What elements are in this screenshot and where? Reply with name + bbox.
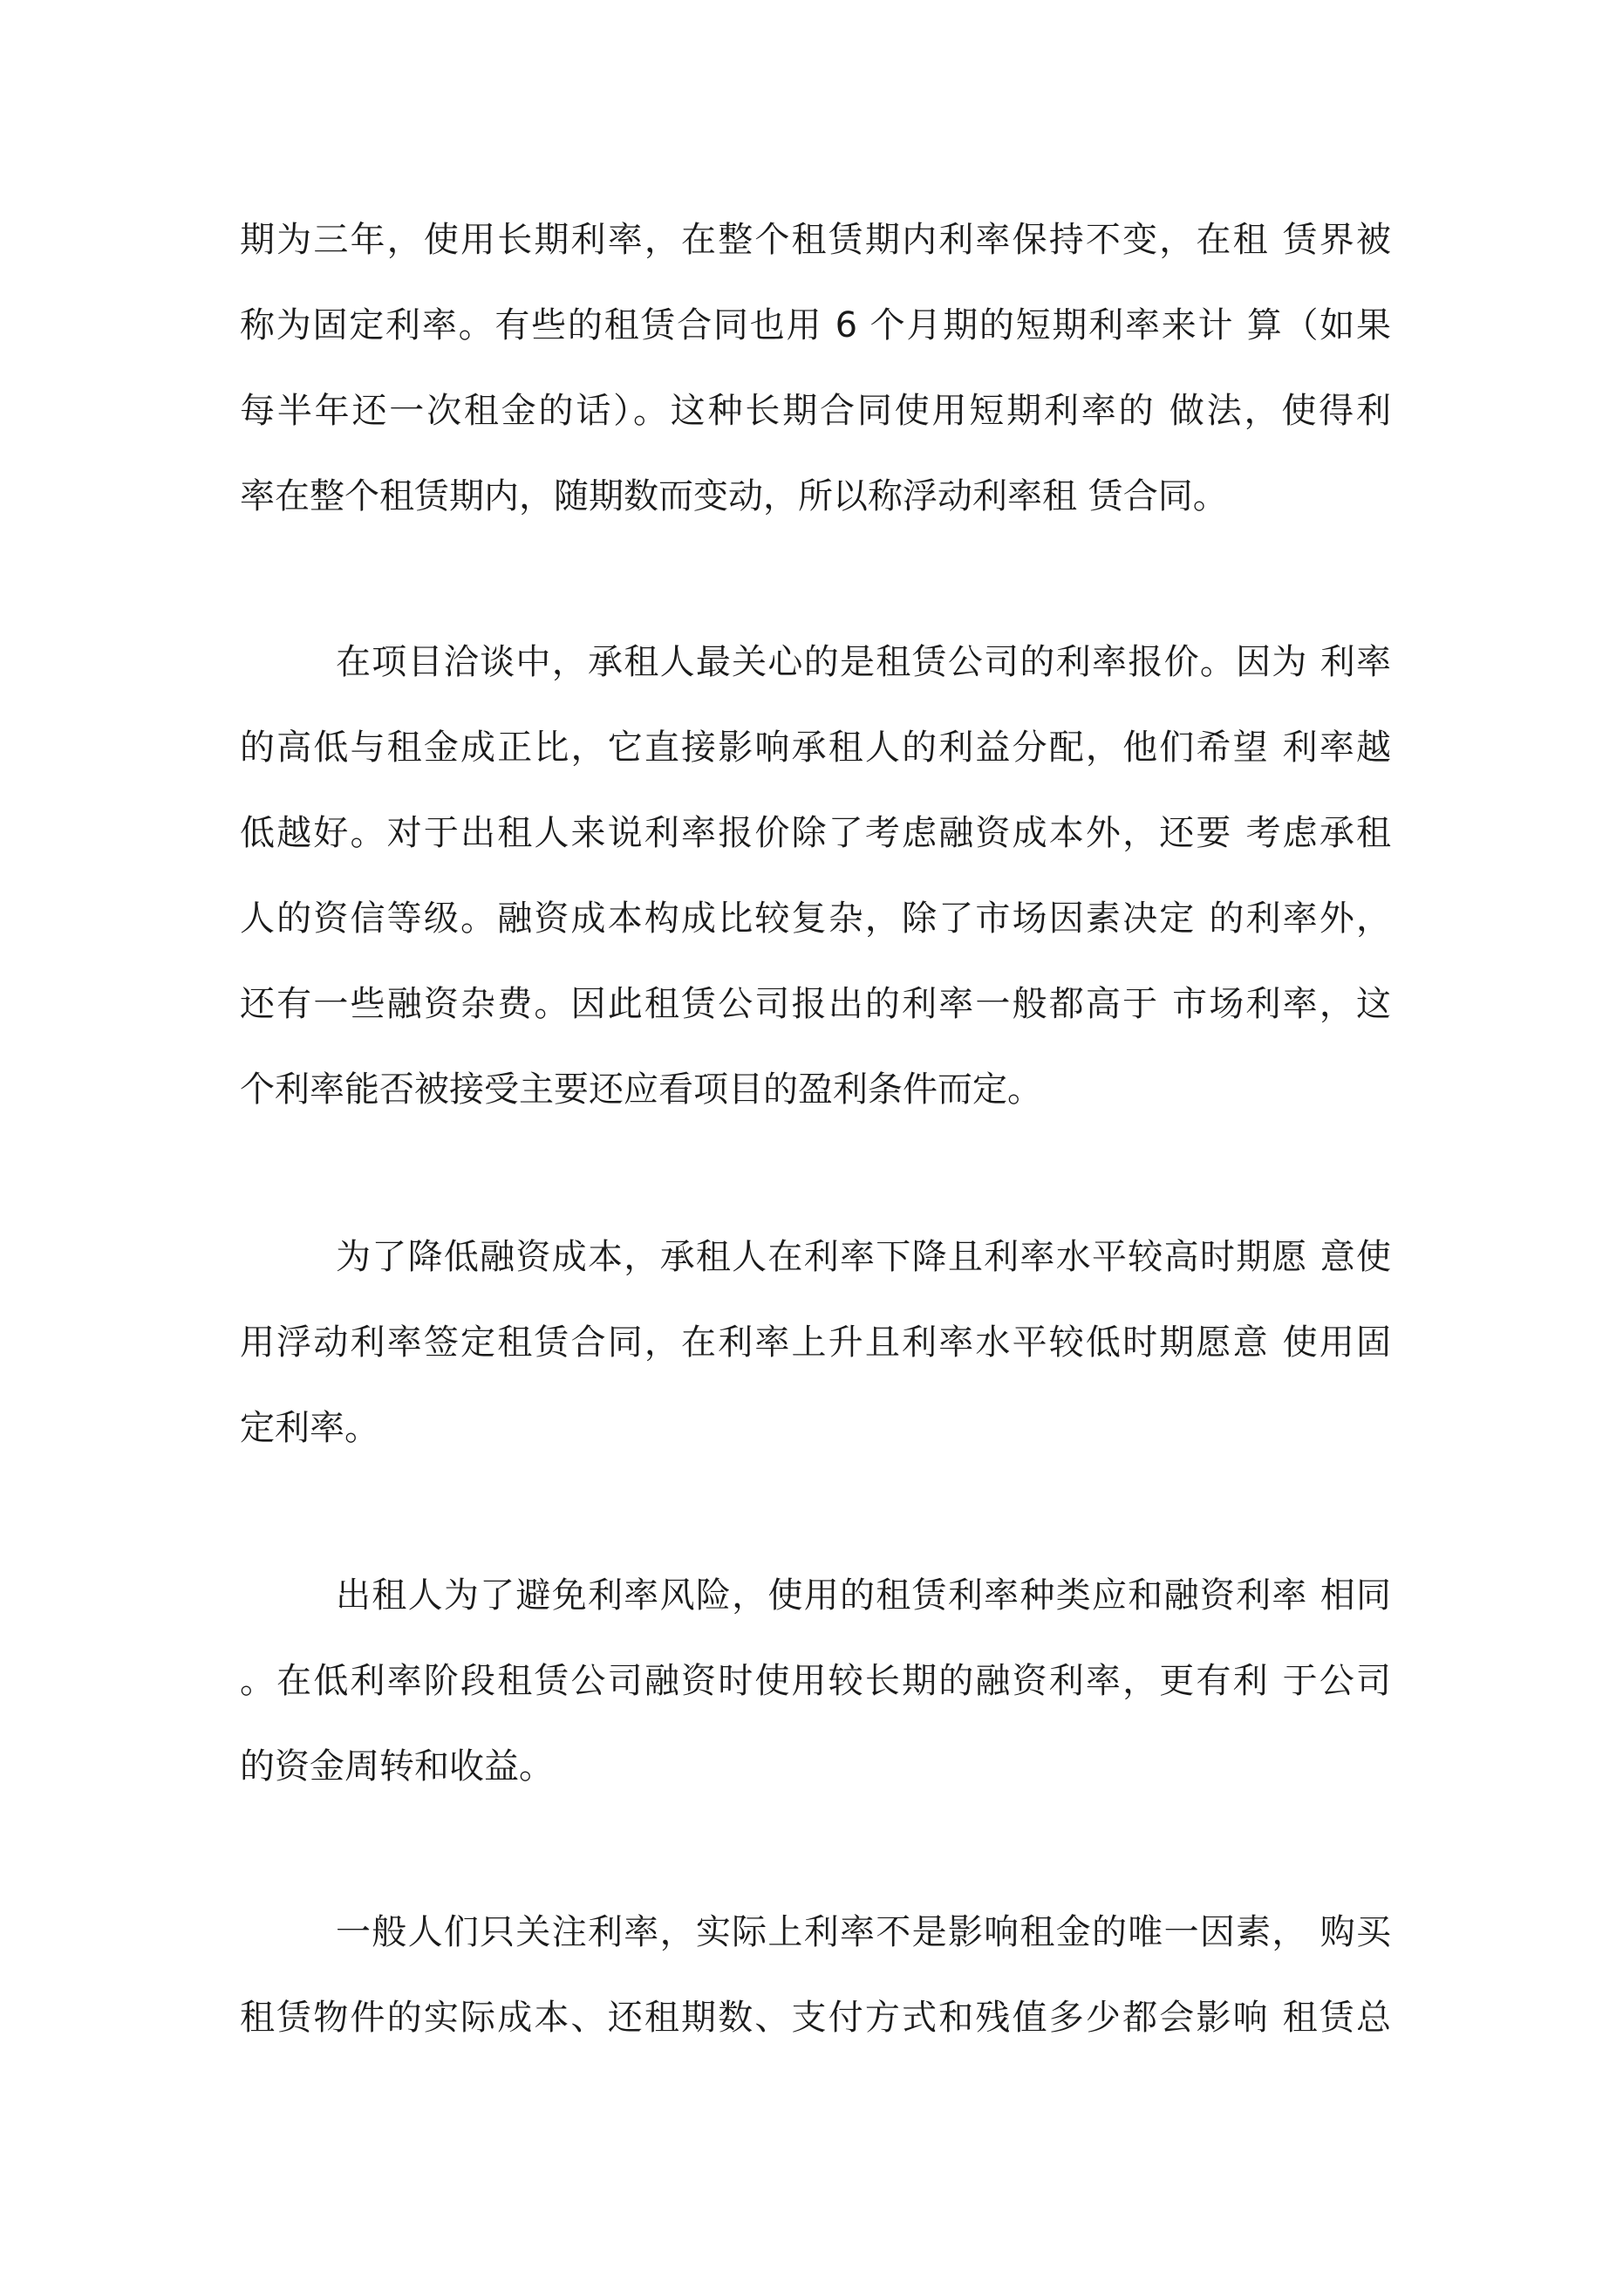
- paragraph-4-line-2: 。在低利率阶段租赁公司融资时使用较长期的融资利率，更有利 于公司: [240, 1661, 1391, 1701]
- paragraph-1-line-2: 称为固定利率。有些的租赁合同也用 6 个月期的短期利率来计 算（如果: [240, 305, 1391, 345]
- paragraph-1-line-1: 期为三年，使用长期利率，在整个租赁期内利率保持不变，在租 赁界被: [240, 220, 1391, 260]
- paragraph-2-line-3: 低越好。对于出租人来说利率报价除了考虑融资成本外，还要 考虑承租: [240, 813, 1391, 853]
- paragraph-3-line-2: 用浮动利率签定租赁合同，在利率上升且利率水平较低时期愿意 使用固: [240, 1322, 1391, 1363]
- paragraph-3-line-3: 定利率。: [240, 1408, 379, 1448]
- paragraph-4-line-3: 的资金周转和收益。: [240, 1746, 554, 1787]
- paragraph-2-line-1: 在项目洽谈中，承租人最关心的是租赁公司的利率报价。因为 利率: [336, 642, 1391, 682]
- paragraph-2-line-5: 还有一些融资杂费。因此租赁公司报出的利率一般都高于 市场利率，这: [240, 984, 1391, 1024]
- paragraph-1-line-4: 率在整个租赁期内，随期数而变动，所以称浮动利率租 赁合同。: [240, 476, 1228, 516]
- paragraph-3-line-1: 为了降低融资成本，承租人在利率下降且利率水平较高时期愿 意使: [336, 1237, 1391, 1277]
- paragraph-2-line-6: 个利率能否被接受主要还应看项目的盈利条件而定。: [240, 1069, 1042, 1110]
- paragraph-1-line-3: 每半年还一次租金的话）。这种长期合同使用短期利率的 做法，使得利: [240, 391, 1391, 431]
- paragraph-5-line-2: 租赁物件的实际成本、还租期数、支付方式和残值多少都会影响 租赁总: [240, 1998, 1391, 2038]
- paragraph-2-line-2: 的高低与租金成正比，它直接影响承租人的利益分配，他们希望 利率越: [240, 728, 1391, 768]
- paragraph-4-line-1: 出租人为了避免利率风险，使用的租赁利率种类应和融资利率 相同: [336, 1575, 1391, 1616]
- paragraph-5-line-1: 一般人们只关注利率，实际上利率不是影响租金的唯一因素， 购买: [336, 1912, 1391, 1952]
- paragraph-2-line-4: 人的资信等级。融资成本构成比较复杂，除了市场因素决定 的利率外，: [240, 899, 1391, 939]
